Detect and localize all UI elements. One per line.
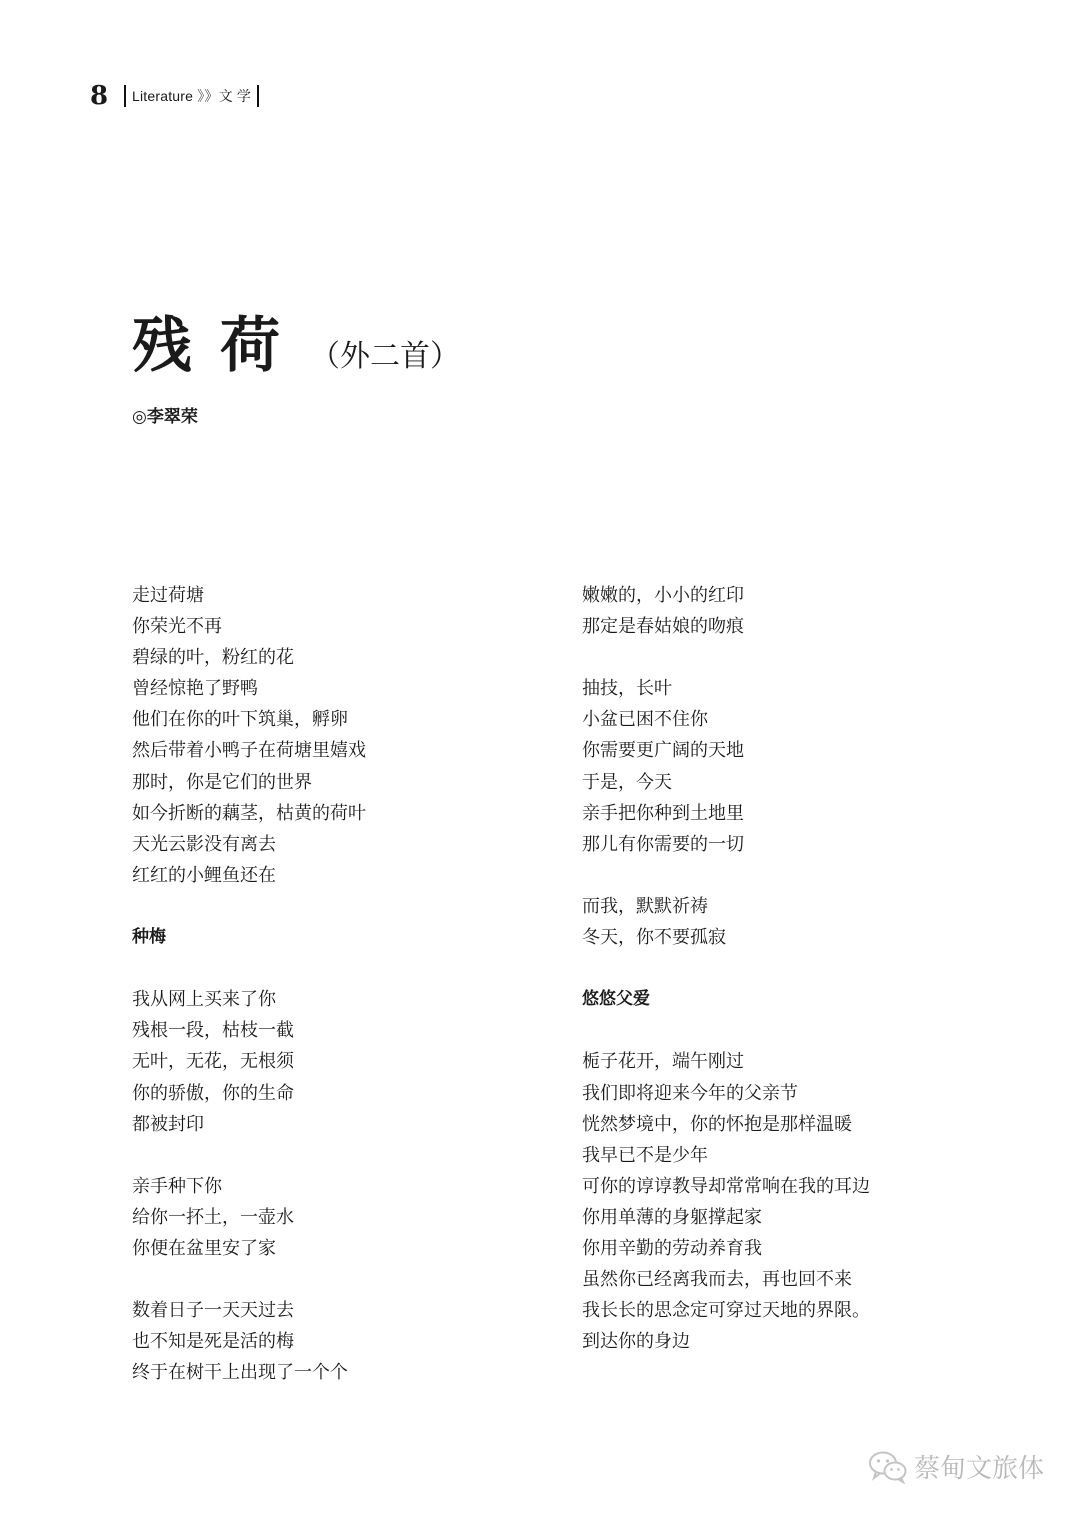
page-header xyxy=(90,82,259,110)
poem-line: 我从网上买来了你 xyxy=(132,989,276,1011)
poem-line: 那时，你是它们的世界 xyxy=(132,771,312,793)
poem-line: 你用辛勤的劳动养育我 xyxy=(582,1237,762,1259)
poem-line: 于是，今天 xyxy=(582,771,672,793)
watermark-text: 蔡甸文旅体 xyxy=(914,1454,1045,1484)
stanza-break xyxy=(582,642,870,673)
stanza-break xyxy=(132,1140,366,1171)
poem-line: 你用单薄的身躯撑起家 xyxy=(582,1206,762,1228)
poem-line: 嫩嫩的，小小的红印 xyxy=(582,585,744,606)
poem-line: 抽技，长叶 xyxy=(582,678,672,700)
poem-line: 天光云影没有离去 xyxy=(132,833,276,855)
page-number: 8 xyxy=(90,81,109,111)
poem-line: 然后带着小鸭子在荷塘里嬉戏 xyxy=(132,740,366,762)
poem-line: 我早已不是少年 xyxy=(582,1144,708,1166)
poem-line: 可你的谆谆教导却常常响在我的耳边 xyxy=(582,1175,870,1197)
article-title xyxy=(132,298,460,384)
poem-line: 无叶，无花，无根须 xyxy=(132,1051,294,1073)
poem-line: 你荣光不再 xyxy=(132,616,222,638)
poem-line: 虽然你已经离我而去，再也回不来 xyxy=(582,1269,852,1291)
poem-line: 如今折断的藕茎，枯黄的荷叶 xyxy=(132,802,366,824)
poem-line: 终于在树干上出现了一个个 xyxy=(132,1362,348,1384)
stanza-break xyxy=(582,1015,870,1046)
header-divider-right xyxy=(257,85,259,107)
poem-line: 到达你的身边 xyxy=(582,1331,690,1353)
poem-line: 你的骄傲，你的生命 xyxy=(132,1082,294,1104)
poem-line: 给你一抔土，一壶水 xyxy=(132,1206,294,1228)
stanza-break xyxy=(582,953,870,984)
author-byline: ◎李翠荣 xyxy=(132,407,198,427)
poem-line: 你需要更广阔的天地 xyxy=(582,740,744,762)
poem-line: 亲手把你种到土地里 xyxy=(582,802,744,824)
poem-column-right xyxy=(582,580,870,1357)
poem-line: 亲手种下你 xyxy=(132,1175,222,1197)
poem-line: 都被封印 xyxy=(132,1113,204,1135)
poem-line: 冬天，你不要孤寂 xyxy=(582,927,726,949)
poem-line: 小盆已困不住你 xyxy=(582,709,708,731)
stanza-break xyxy=(132,953,366,984)
poem-line: 那儿有你需要的一切 xyxy=(582,833,744,855)
poem-column-left xyxy=(132,580,366,1388)
stanza-break xyxy=(132,1264,366,1295)
poem-line: 恍然梦境中，你的怀抱是那样温暖 xyxy=(582,1113,852,1135)
poem-line: 也不知是死是活的梅 xyxy=(132,1331,294,1353)
poem-line: 数着日子一天天过去 xyxy=(132,1300,294,1322)
stanza-break xyxy=(582,860,870,891)
poem-line: 他们在你的叶下筑巢，孵卵 xyxy=(132,709,348,731)
poem-line: 走过荷塘 xyxy=(132,585,204,606)
title-subtitle: （外二首） xyxy=(310,339,460,374)
poem-line: 红红的小鲤鱼还在 xyxy=(132,864,276,886)
poem-line: 我们即将迎来今年的父亲节 xyxy=(582,1082,798,1104)
title-main: 残荷 xyxy=(132,311,308,381)
wechat-icon xyxy=(868,1450,908,1484)
stanza-break xyxy=(132,891,366,922)
poem-line: 那定是春姑娘的吻痕 xyxy=(582,616,744,638)
poem-line: 曾经惊艳了野鸭 xyxy=(132,678,258,700)
poem-line: 我长长的思念定可穿过天地的界限。 xyxy=(582,1300,870,1322)
poem-line: 而我，默默祈祷 xyxy=(582,895,708,917)
poem-heading: 悠悠父爱 xyxy=(582,989,650,1010)
poem-line: 你便在盆里安了家 xyxy=(132,1237,276,1259)
poem-line: 栀子花开，端午刚过 xyxy=(582,1051,744,1073)
poem-line: 碧绿的叶，粉红的花 xyxy=(132,647,294,669)
section-label: Literature 》》文 学 xyxy=(132,88,252,104)
poem-heading: 种梅 xyxy=(132,927,166,948)
poem-line: 残根一段，枯枝一截 xyxy=(132,1020,294,1042)
watermark xyxy=(868,1448,1044,1485)
